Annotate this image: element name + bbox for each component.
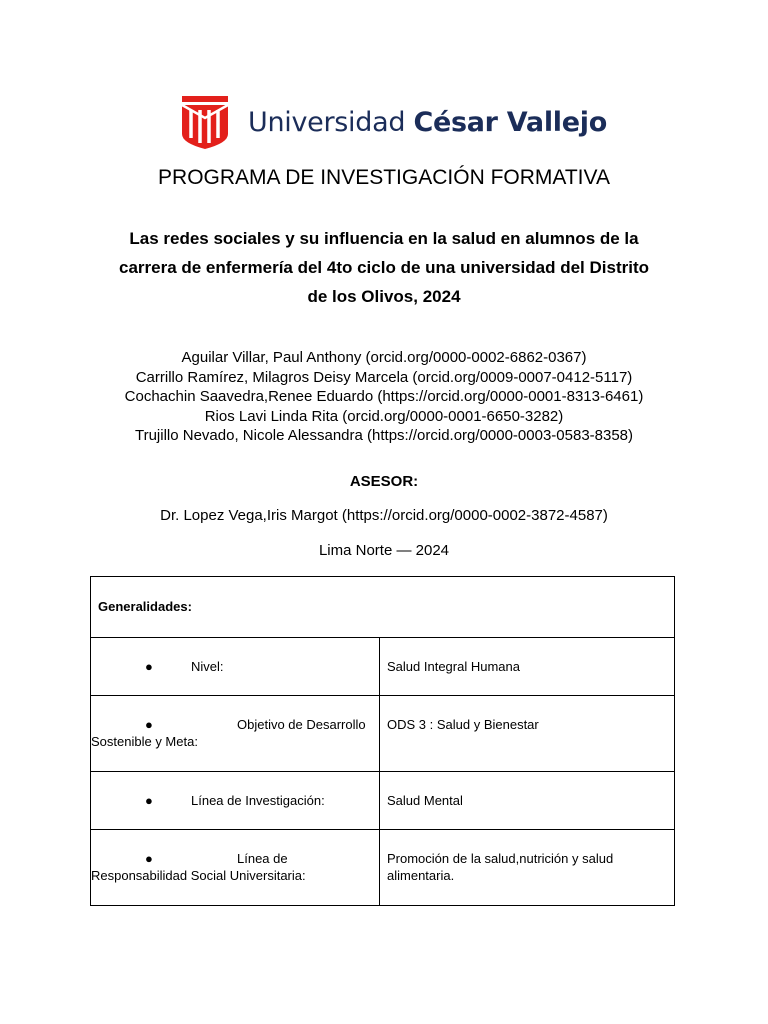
table-cell-label [91,638,380,696]
table-row [91,696,675,772]
university-logo [180,94,607,150]
table-header-row [91,577,675,638]
author-item: Aguilar Villar, Paul Anthony (orcid.org/0000-0002-6862-0367) [181,349,587,366]
table-cell-value [380,830,675,906]
location-date: Lima Norte — 2024 [318,542,450,559]
research-title-line: Las redes sociales y su influencia en la salud en alumnos de la [129,229,639,248]
university-prefix: Universidad [248,106,406,138]
research-title [90,224,678,311]
bullet-icon: ● [145,793,153,808]
row-value: ODS 3 : Salud y Bienestar [387,717,539,732]
author-list [0,348,768,446]
author-item: Rios Lavi Linda Rita (orcid.org/0000-0001-6650-3282) [204,407,564,425]
bullet-icon: ● [145,851,153,866]
research-title-line: de los Olivos, 2024 [307,287,461,306]
program-title: PROGRAMA DE INVESTIGACIÓN FORMATIVA [158,166,610,189]
university-name-bold: César Vallejo [413,106,607,138]
table-cell-label [91,772,380,830]
bullet-icon: ● [145,659,153,674]
row-label: Línea de Responsabilidad Social Universitaria: [91,851,306,883]
row-value: Promoción de la salud,nutrición y salud alimentaria. [387,851,614,883]
table-cell-value [380,696,675,772]
table-header-label: Generalidades: [98,599,192,614]
author-item: Carrillo Ramírez, Milagros Deisy Marcela (orcid.org/0009-0007-0412-5117) [135,368,633,386]
row-label: Línea de Investigación: [191,793,325,808]
table-row [91,830,675,906]
table-cell-value [380,772,675,830]
advisor-label: ASESOR: [349,473,419,490]
author-item: Trujillo Nevado, Nicole Alessandra (https://orcid.org/0000-0003-0583-8358) [134,427,634,444]
author-item: Cochachin Saavedra,Renee Eduardo (https://orcid.org/0000-0001-8313-6461) [124,388,644,405]
table-cell-label [91,830,380,906]
table-row [91,772,675,830]
row-value: Salud Integral Humana [387,659,520,674]
table-cell-value [380,638,675,696]
generalities-table [90,576,675,906]
research-title-line: carrera de enfermería del 4to ciclo de una universidad del Distrito [118,258,649,277]
row-label: Nivel: [191,659,224,674]
table-row [91,638,675,696]
table-header-cell [91,577,675,638]
row-value: Salud Mental [387,793,463,808]
bullet-icon: ● [145,717,153,732]
table-cell-label [91,696,380,772]
university-name [248,107,607,138]
advisor-name: Dr. Lopez Vega,Iris Margot (https://orcid.org/0000-0002-3872-4587) [160,507,608,524]
row-label: Objetivo de Desarrollo Sostenible y Meta: [91,717,366,749]
university-shield-icon [180,94,230,150]
